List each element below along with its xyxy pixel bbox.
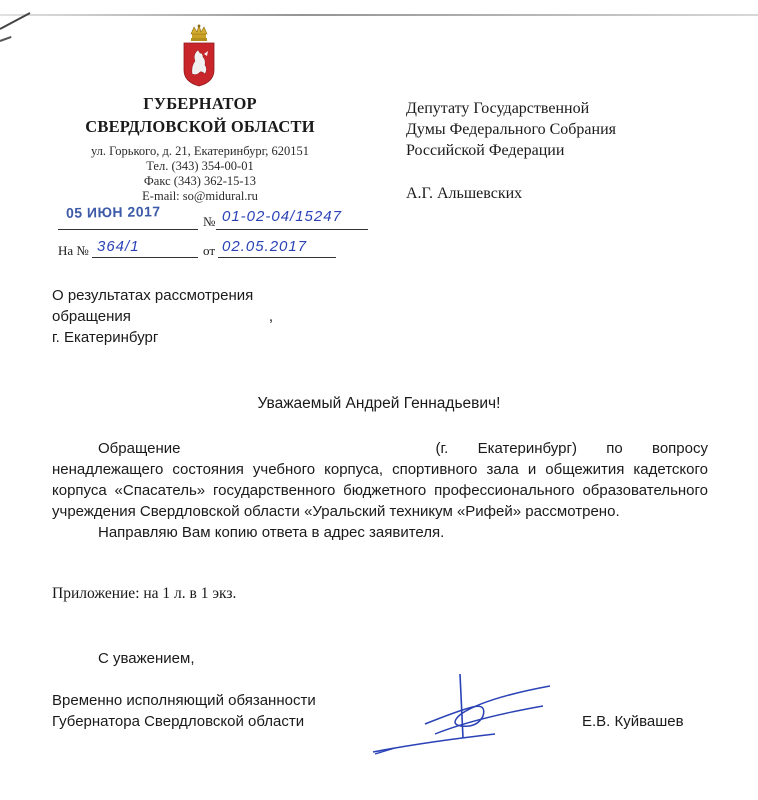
issuer-contacts (60, 144, 340, 204)
recipient-block (406, 98, 726, 161)
issuer-address: ул. Горького, д. 21, Екатеринбург, 620151 (90, 144, 310, 158)
closing-phrase: С уважением, (98, 650, 195, 667)
reply-number-handwritten: 364/1 (97, 238, 140, 255)
recipient-line2: Думы Федерального Собрания (406, 121, 616, 138)
letter-subject (52, 285, 312, 348)
recipient-line1: Депутату Государственной (406, 100, 590, 117)
signer-title-line1: Временно исполняющий обязанности (52, 692, 316, 709)
subject-line2 (52, 306, 312, 327)
coat-of-arms-emblem-icon (181, 24, 217, 88)
issuer-title-line1: ГУБЕРНАТОР (143, 94, 257, 113)
subject-line2-comma: , (268, 308, 274, 325)
reply-date-handwritten: 02.05.2017 (222, 238, 308, 255)
issuer-fax: Факс (343) 362-15-13 (143, 174, 257, 188)
issuer-title (70, 92, 330, 138)
subject-line1: О результатах рассмотрения (52, 287, 254, 304)
issuer-email: E-mail: so@midural.ru (142, 189, 258, 203)
signer-title (52, 690, 382, 732)
subject-line3: г. Екатеринбург (52, 329, 159, 346)
recipient-name: А.Г. Альшевских (406, 185, 523, 202)
body-p1-rest: (г. Екатеринбург) по вопросу ненадлежащего состояния учебного корпуса, спортивного зала и общежития кадетского корпуса «Спасатель» государственного бюджетного профессионального образовательного учреждения Свердловской области «Уральский техникум «Рифей» рассмотрено. (52, 440, 708, 520)
scan-edge-line (0, 14, 758, 16)
handwritten-signature-icon (365, 668, 565, 760)
reply-date-label: от (203, 243, 216, 258)
issuer-title-line2: СВЕРДЛОВСКОЙ ОБЛАСТИ (85, 117, 315, 136)
signer-title-line2: Губернатора Свердловской области (52, 713, 305, 730)
reply-date-underline (218, 257, 336, 258)
reply-number-underline (92, 257, 198, 258)
body-paragraph-1 (52, 438, 708, 522)
reply-number-label: На № (58, 243, 89, 258)
recipient-line3: Российской Федерации (406, 142, 565, 159)
outgoing-number-handwritten: 01-02-04/15247 (222, 208, 342, 225)
body-p1-start: Обращение (98, 440, 181, 457)
registration-stamp-date: 05 ИЮН 2017 (65, 203, 161, 221)
outgoing-number-label: № (203, 214, 216, 229)
attachment-note: Приложение: на 1 л. в 1 экз. (52, 585, 237, 602)
stamp-date-underline (58, 229, 198, 230)
letter-body (52, 438, 708, 543)
body-paragraph-2: Направляю Вам копию ответа в адрес заявителя. (98, 524, 445, 541)
issuer-phone: Тел. (343) 354-00-01 (146, 159, 254, 173)
signer-name: Е.В. Куйвашев (582, 713, 684, 730)
subject-line2-text: обращения (52, 308, 131, 325)
outgoing-number-underline (216, 229, 368, 230)
scan-corner-mark-small (0, 36, 12, 42)
greeting: Уважаемый Андрей Геннадьевич! (257, 395, 501, 412)
